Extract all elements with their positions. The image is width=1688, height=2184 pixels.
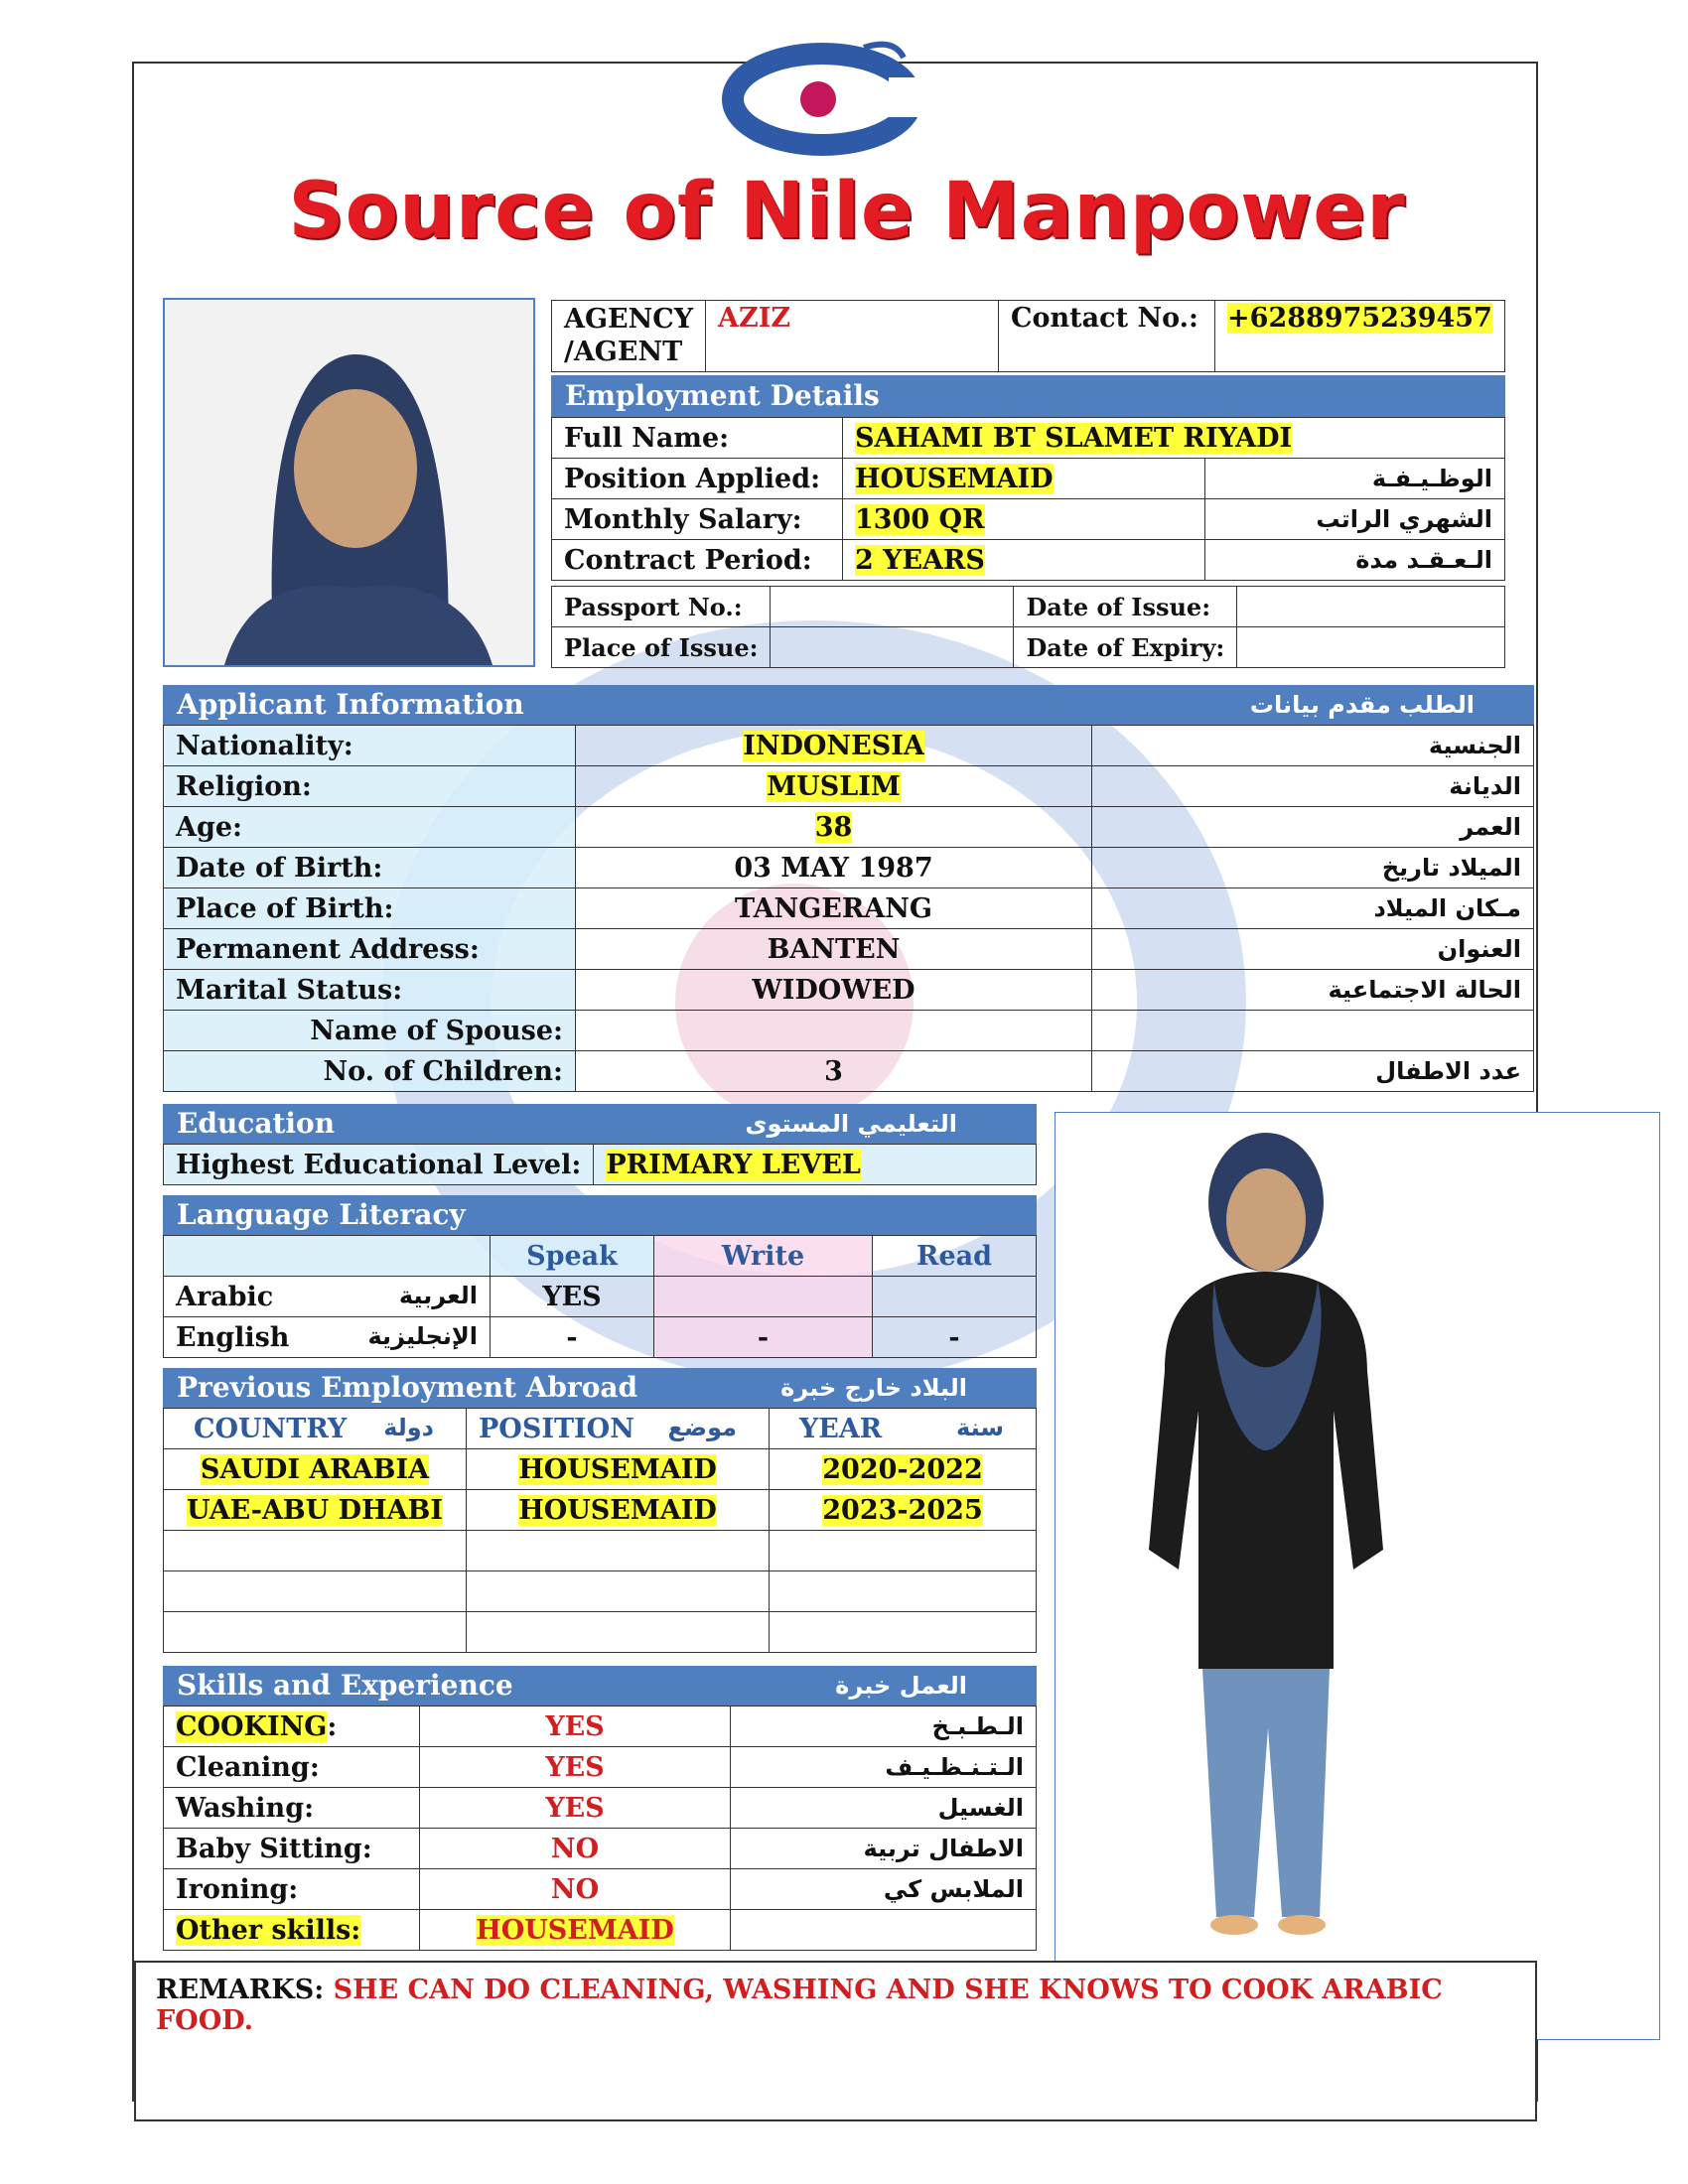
language-row-arabic: Arabic العربية — [164, 1277, 491, 1317]
pob-arabic: مـكان الميلاد — [1092, 888, 1534, 929]
dob-value: 03 MAY 1987 — [576, 848, 1092, 888]
english-write: - — [654, 1317, 873, 1358]
education-title-arabic: التعليمي المستوى — [745, 1110, 957, 1138]
arabic-write — [654, 1277, 873, 1317]
ironing-label: Ironing: — [164, 1869, 420, 1910]
prev-year-2: 2023-2025 — [822, 1494, 983, 1526]
education-level-value: PRIMARY LEVEL — [606, 1149, 861, 1180]
children-arabic: عدد الاطفال — [1092, 1051, 1534, 1092]
date-of-issue-label: Date of Issue: — [1014, 587, 1237, 627]
age-label: Age: — [164, 807, 576, 848]
salary-arabic: الشهري الراتب — [1205, 499, 1505, 540]
address-arabic: العنوان — [1092, 929, 1534, 970]
age-arabic: العمر — [1092, 807, 1534, 848]
skills-title-arabic: العمل خبرة — [835, 1672, 967, 1700]
previous-employment-title: Previous Employment Abroad — [177, 1371, 638, 1404]
contact-value: +6288975239457 — [1227, 303, 1492, 334]
nationality-value: INDONESIA — [743, 730, 924, 761]
contract-value: 2 YEARS — [855, 544, 985, 576]
language-table — [163, 1235, 1037, 1358]
company-name: Source of Nile Manpower — [288, 167, 1406, 256]
applicant-portrait-photo — [163, 298, 535, 667]
ironing-arabic: الملابس كي — [731, 1869, 1037, 1910]
applicant-info-header — [163, 685, 1534, 725]
baby-sitting-value: NO — [420, 1829, 731, 1869]
full-name-label: Full Name: — [552, 418, 843, 459]
education-title: Education — [177, 1107, 336, 1140]
agency-table — [551, 300, 1505, 372]
children-value: 3 — [576, 1051, 1092, 1092]
pob-label: Place of Birth: — [164, 888, 576, 929]
skills-table: COOKING: YES الـطـبـخ Cleaning: YES الـتـنـظـيـف Washing: YES الغسيل Baby Sitting: NO الاطفال تربية Ironing: NO الملابس كي Other skills: HOUSEMAID — [163, 1706, 1037, 1951]
english-read: - — [873, 1317, 1037, 1358]
applicant-info-title: Applicant Information — [177, 688, 524, 721]
applicant-info-title-arabic: الطلب مقدم بيانات — [1249, 691, 1475, 719]
other-skills-label: Other skills: — [176, 1914, 361, 1946]
spouse-arabic — [1092, 1011, 1534, 1051]
nationality-arabic: الجنسية — [1092, 726, 1534, 766]
religion-value: MUSLIM — [767, 770, 901, 802]
remarks-text: SHE CAN DO CLEANING, WASHING AND SHE KNOWS TO COOK ARABIC FOOD. — [156, 1975, 1443, 2036]
religion-label: Religion: — [164, 766, 576, 807]
other-skills-value: HOUSEMAID — [476, 1914, 674, 1946]
religion-arabic: الديانة — [1092, 766, 1534, 807]
ironing-value: NO — [420, 1869, 731, 1910]
washing-arabic: الغسيل — [731, 1788, 1037, 1829]
arabic-speak: YES — [491, 1277, 654, 1317]
cooking-label: COOKING — [176, 1710, 328, 1742]
skills-title: Skills and Experience — [177, 1669, 513, 1702]
agent-label: /AGENT — [564, 337, 683, 367]
baby-sitting-label: Baby Sitting: — [164, 1829, 420, 1869]
previous-employment-table — [163, 1408, 1037, 1653]
full-name-value: SAHAMI BT SLAMET RIYADI — [855, 422, 1293, 454]
place-of-issue-label: Place of Issue: — [552, 627, 771, 668]
language-header: Language Literacy — [163, 1195, 1037, 1235]
pob-value: TANGERANG — [576, 888, 1092, 929]
prev-country-2: UAE-ABU DHABI — [187, 1494, 443, 1526]
position-arabic: الوظـيـفـة — [1205, 459, 1505, 499]
employment-table — [551, 417, 1505, 581]
contract-arabic: الـعـقـد مدة — [1205, 540, 1505, 581]
agency-value: AZIZ — [706, 301, 999, 372]
prev-country-1: SAUDI ARABIA — [200, 1453, 430, 1485]
remarks-label: REMARKS: — [156, 1975, 325, 2005]
other-skills-arabic — [731, 1910, 1037, 1951]
position-header: POSITION موضع — [467, 1409, 770, 1449]
marital-value: WIDOWED — [576, 970, 1092, 1011]
contact-label: Contact No.: — [999, 301, 1215, 372]
remarks-box — [134, 1961, 1537, 2121]
previous-employment-header — [163, 1368, 1037, 1408]
address-value: BANTEN — [576, 929, 1092, 970]
washing-value: YES — [420, 1788, 731, 1829]
cooking-value: YES — [420, 1706, 731, 1747]
cleaning-arabic: الـتـنـظـيـف — [731, 1747, 1037, 1788]
position-label: Position Applied: — [552, 459, 843, 499]
dob-arabic: الميلاد تاريخ — [1092, 848, 1534, 888]
skills-header — [163, 1666, 1037, 1706]
children-label: No. of Children: — [164, 1051, 576, 1092]
prev-year-1: 2020-2022 — [822, 1453, 983, 1485]
company-logo-icon — [715, 38, 943, 157]
education-header — [163, 1104, 1037, 1144]
salary-label: Monthly Salary: — [552, 499, 843, 540]
nationality-label: Nationality: — [164, 726, 576, 766]
baby-sitting-arabic: الاطفال تربية — [731, 1829, 1037, 1869]
arabic-read — [873, 1277, 1037, 1317]
salary-value: 1300 QR — [855, 503, 985, 535]
write-header: Write — [654, 1236, 873, 1277]
marital-label: Marital Status: — [164, 970, 576, 1011]
passport-no-label: Passport No.: — [552, 587, 771, 627]
education-level-label: Highest Educational Level: — [164, 1145, 594, 1185]
language-row-english: English الإنجليزية — [164, 1317, 491, 1358]
marital-arabic: الحالة الاجتماعية — [1092, 970, 1534, 1011]
year-header: YEAR سنة — [770, 1409, 1037, 1449]
position-value: HOUSEMAID — [855, 463, 1054, 494]
education-table — [163, 1144, 1037, 1185]
country-header: COUNTRY دولة — [164, 1409, 467, 1449]
washing-label: Washing: — [164, 1788, 420, 1829]
read-header: Read — [873, 1236, 1037, 1277]
prev-position-1: HOUSEMAID — [518, 1453, 717, 1485]
cleaning-label: Cleaning: — [164, 1747, 420, 1788]
contract-label: Contract Period: — [552, 540, 843, 581]
date-of-expiry-label: Date of Expiry: — [1014, 627, 1237, 668]
prev-position-2: HOUSEMAID — [518, 1494, 717, 1526]
agency-label: AGENCY — [564, 304, 694, 335]
cleaning-value: YES — [420, 1747, 731, 1788]
spouse-value — [576, 1011, 1092, 1051]
spouse-label: Name of Spouse: — [164, 1011, 576, 1051]
address-label: Permanent Address: — [164, 929, 576, 970]
age-value: 38 — [814, 811, 853, 843]
speak-header: Speak — [491, 1236, 654, 1277]
applicant-full-body-photo — [1055, 1112, 1660, 2040]
dob-label: Date of Birth: — [164, 848, 576, 888]
employment-details-header: Employment Details — [551, 375, 1505, 417]
english-speak: - — [491, 1317, 654, 1358]
applicant-table — [163, 725, 1534, 1092]
cooking-arabic: الـطـبـخ — [731, 1706, 1037, 1747]
previous-employment-title-arabic: البلاد خارج خبرة — [780, 1374, 967, 1402]
passport-table — [551, 586, 1505, 668]
